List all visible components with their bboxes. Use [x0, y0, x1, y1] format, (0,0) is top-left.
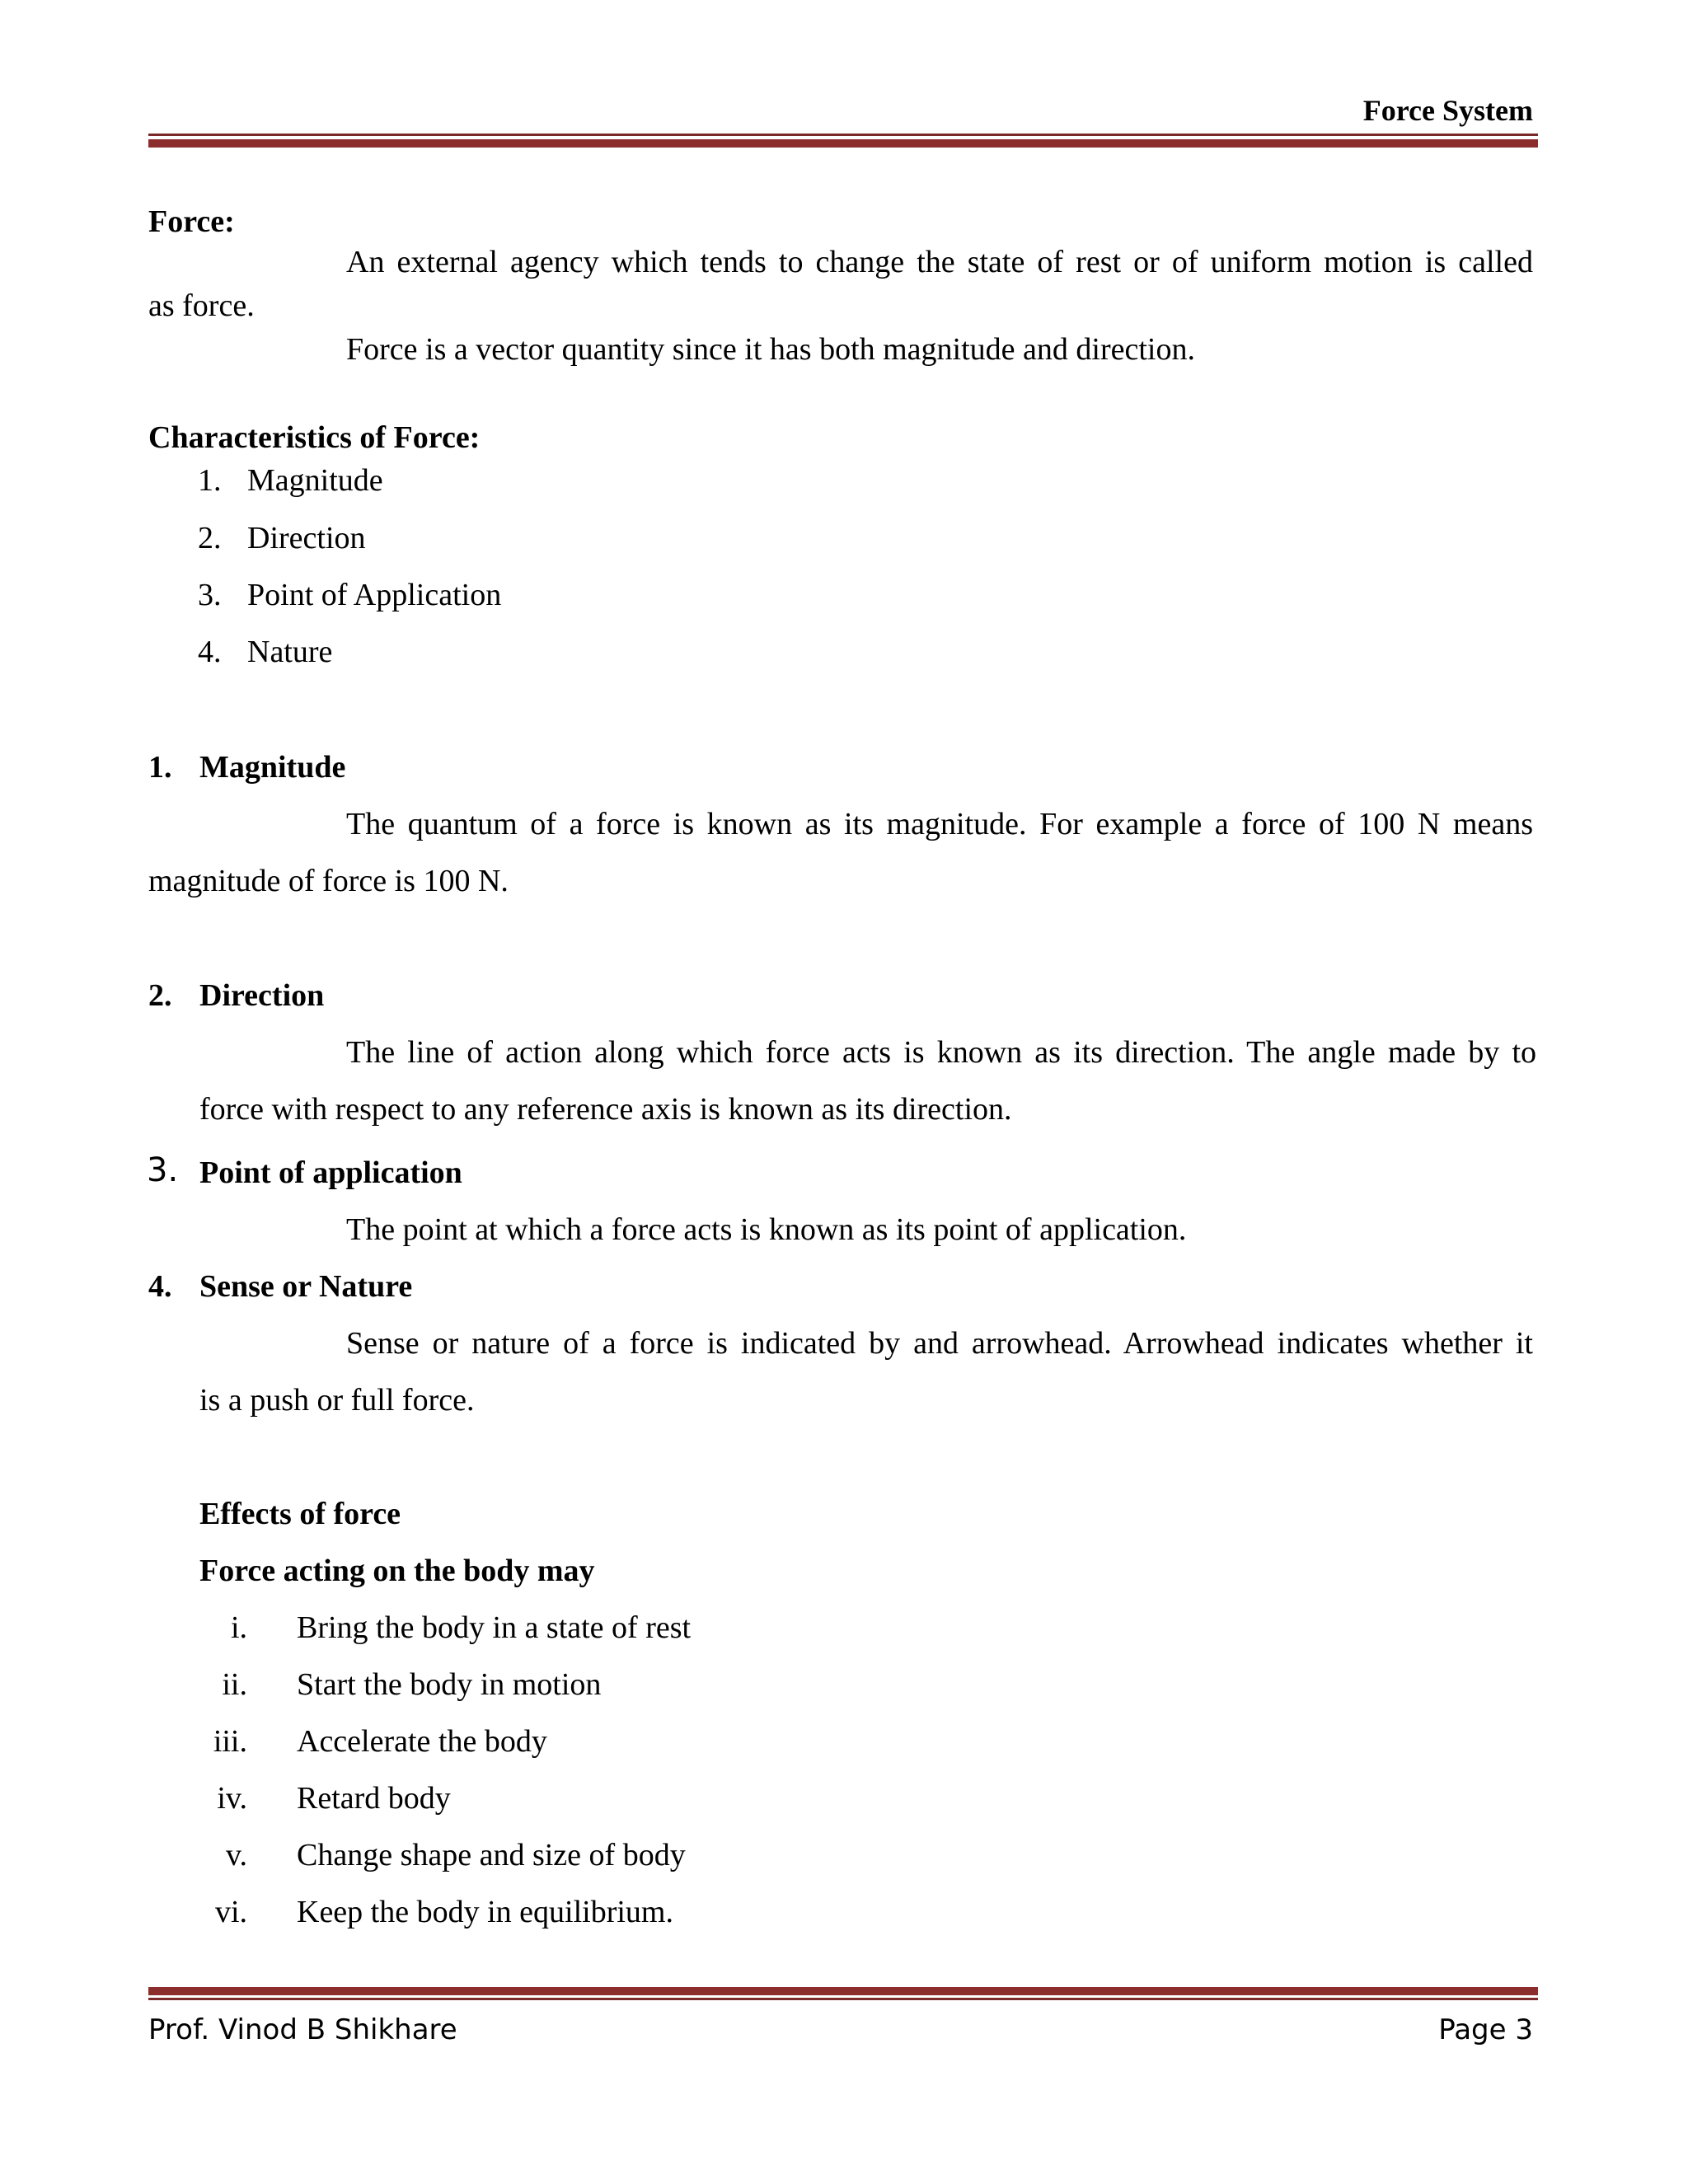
section-heading-point-of-application: Point of application	[199, 1155, 462, 1190]
characteristic-number: 1.	[198, 463, 222, 498]
footer-rule-thin	[148, 1998, 1538, 2000]
header-title: Force System	[1362, 94, 1533, 127]
magnitude-text-line2: magnitude of force is 100 N.	[148, 864, 509, 898]
effect-number: iv.	[217, 1781, 247, 1816]
characteristic-item: Point of Application	[247, 578, 502, 612]
direction-text-line2: force with respect to any reference axis is known as its direction.	[199, 1092, 1012, 1127]
effect-number: v.	[225, 1838, 247, 1872]
effect-item: Retard body	[297, 1781, 451, 1816]
effect-item: Change shape and size of body	[297, 1838, 686, 1872]
force-definition-line1: An external agency which tends to change the state of rest or of uniform motion is called	[346, 245, 1533, 279]
characteristic-number: 2.	[198, 521, 222, 555]
effect-number: iii.	[213, 1724, 247, 1759]
section-number: 4.	[148, 1269, 172, 1304]
header-rule-thick	[148, 139, 1538, 148]
sense-text-line2: is a push or full force.	[199, 1383, 475, 1418]
direction-text-line1: The line of action along which force acts is known as its direction. The angle made by to	[346, 1035, 1536, 1070]
characteristic-number: 4.	[198, 635, 222, 669]
point-of-application-text: The point at which a force acts is known as its point of application.	[346, 1212, 1187, 1247]
effect-number: ii.	[222, 1667, 247, 1702]
effect-number: vi.	[214, 1895, 247, 1929]
effects-subheading: Force acting on the body may	[199, 1554, 595, 1588]
effects-heading: Effects of force	[199, 1497, 401, 1531]
characteristic-item: Direction	[247, 521, 366, 555]
characteristic-item: Magnitude	[247, 463, 383, 498]
section-number: 3.	[147, 1151, 179, 1189]
characteristic-item: Nature	[247, 635, 333, 669]
sense-text-line1: Sense or nature of a force is indicated by and arrowhead. Arrowhead indicates whether it	[346, 1326, 1533, 1361]
force-vector-note: Force is a vector quantity since it has both magnitude and direction.	[346, 332, 1195, 367]
section-number: 1.	[148, 750, 172, 785]
section-heading-direction: Direction	[199, 978, 325, 1013]
section-number: 2.	[148, 978, 172, 1013]
effect-item: Bring the body in a state of rest	[297, 1610, 692, 1645]
header-rule-thin	[148, 134, 1538, 136]
characteristic-number: 3.	[198, 578, 222, 612]
characteristics-heading: Characteristics of Force:	[148, 420, 481, 455]
effect-number: i.	[230, 1610, 247, 1645]
footer-rule-thick	[148, 1987, 1538, 1995]
force-heading: Force:	[148, 204, 235, 239]
effect-item: Start the body in motion	[297, 1667, 602, 1702]
footer-author: Prof. Vinod B Shikhare	[148, 2013, 457, 2046]
force-definition-line2: as force.	[148, 288, 255, 323]
footer-page-number: Page 3	[1438, 2013, 1533, 2046]
effect-item: Accelerate the body	[297, 1724, 547, 1759]
section-heading-magnitude: Magnitude	[199, 750, 346, 785]
effect-item: Keep the body in equilibrium.	[297, 1895, 673, 1929]
magnitude-text-line1: The quantum of a force is known as its magnitude. For example a force of 100 N means	[346, 807, 1533, 841]
section-heading-sense-or-nature: Sense or Nature	[199, 1269, 413, 1304]
